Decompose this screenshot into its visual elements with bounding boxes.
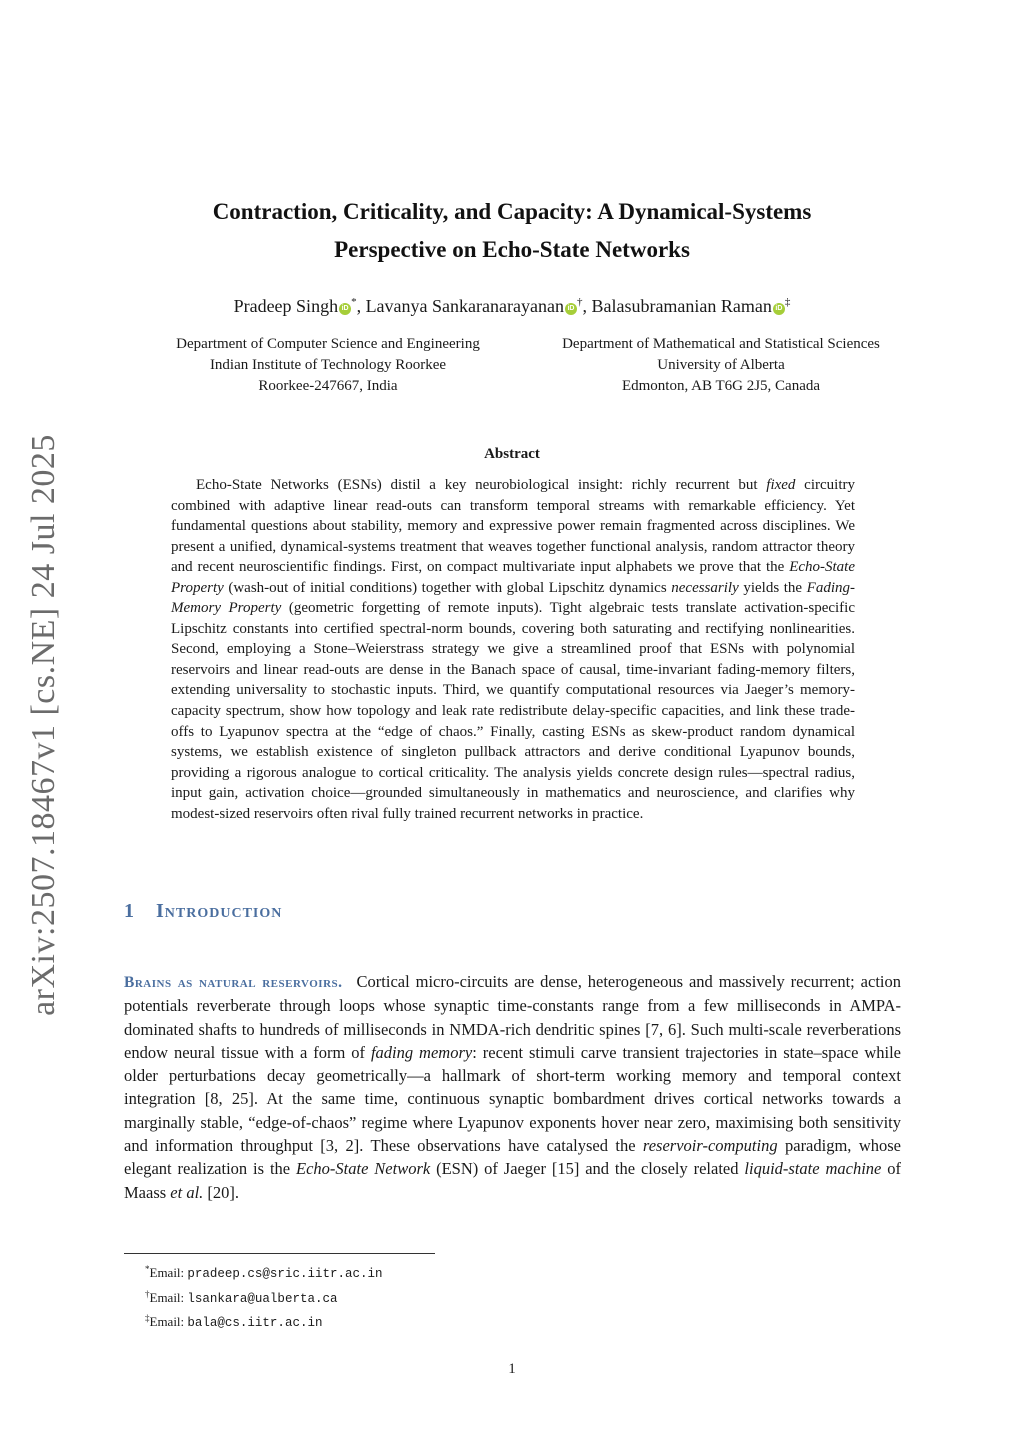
author-mark: † <box>576 296 583 308</box>
affiliation-institution: University of Alberta <box>657 357 785 373</box>
abstract-text: (wash-out of initial conditions) together with global Lipschitz dynamics <box>223 579 672 596</box>
intro-emphasis: Echo-State Network <box>296 1159 431 1179</box>
orcid-icon[interactable]: iD <box>773 303 785 315</box>
abstract-emphasis: necessarily <box>671 579 739 596</box>
arxiv-id: arXiv:2507.18467v1 [cs.NE] 24 Jul 2025 <box>25 434 63 1016</box>
abstract-emphasis: Fading-Memory Property <box>171 579 855 617</box>
intro-emphasis: liquid-state machine <box>744 1159 882 1179</box>
intro-text: of Maass <box>124 1159 901 1202</box>
abstract-paragraph <box>171 475 855 824</box>
abstract-emphasis: Echo-State Property <box>171 559 855 596</box>
orcid-icon[interactable]: iD <box>339 303 351 315</box>
intro-text: paradigm, whose elegant realization is the <box>124 1136 901 1179</box>
author-name: Balasubramanian Raman <box>591 296 772 316</box>
abstract-body <box>171 475 855 824</box>
orcid-icon[interactable]: iD <box>565 303 577 315</box>
runin-heading: Brains as natural reservoirs. <box>124 974 343 991</box>
abstract-text: Echo-State Networks (ESNs) distil a key neurobiological insight: richly recurrent but <box>196 477 767 493</box>
footnote-mark: † <box>145 1288 150 1299</box>
affiliation-left <box>140 334 516 397</box>
footnote-label: Email: <box>149 1265 188 1280</box>
footnote-mark: * <box>145 1264 150 1274</box>
intro-emphasis: fading memory <box>370 1042 473 1062</box>
footnote <box>145 1260 382 1285</box>
intro-text: (ESN) of Jaeger [15] and the closely related <box>430 1159 745 1179</box>
abstract-heading: Abstract <box>484 446 540 462</box>
intro-text: : recent stimuli carve transient trajectories in state–space while older perturbations decay geometrically—a hallmark of short-term working memory and temporal context integration [8, 25]. At the same time, continuous synaptic bombardment drives cortical networks towards a marginally stable, “edge-of-chaos” regime where Lyapunov exponents hover near zero, maximising both sensitivity and information throughput [3, 2]. These observations have catalysed the <box>124 1042 901 1156</box>
abstract-text: (geometric forgetting of remote inputs). Tight algebraic tests translate activation-specific Lipschitz constants into certified spectral-norm bounds, covering both saturating and rectifying nonlinearities. Second, employing a Stone–Weierstrass strategy we give a streamlined proof that ESNs with polynomial reservoirs and linear read-outs are dense in the Banach space of causal, time-invariant fading-memory filters, extending universality to stochastic inputs. Third, we quantify computational resources via Jaeger’s memory-capacity spectrum, show how topology and leak rate redistribute delay-specific capacities, and link these trade-offs to Lyapunov spectra at the “edge of chaos.” Finally, casting ESNs as skew-product random dynamical systems, we establish existence of singleton pullback attractors and derive conditional Lyapunov bounds, providing a rigorous analogue to cortical criticality. The analysis yields concrete design rules—spectral radius, input gain, activation choice—grounded simultaneously in mathematics and neuroscience, and clarifies why modest-sized reservoirs often rival fully trained recurrent networks in practice. <box>171 600 855 822</box>
affiliation-institution: Indian Institute of Technology Roorkee <box>209 357 447 373</box>
author-mark: * <box>351 296 357 308</box>
footnote-divider <box>124 1253 435 1254</box>
abstract-emphasis: fixed <box>766 477 796 493</box>
email-link[interactable]: bala@cs.iitr.ac.in <box>187 1316 323 1330</box>
intro-text: [20]. <box>203 1182 240 1202</box>
title-line-1: Contraction, Criticality, and Capacity: A Dynamical-Systems <box>212 199 812 224</box>
affiliation-dept: Department of Computer Science and Engineering <box>176 336 480 352</box>
arxiv-stamp <box>14 430 74 1020</box>
author-separator: , <box>356 296 366 316</box>
author-name: Lavanya Sankaranarayanan <box>365 296 564 316</box>
email-link[interactable]: pradeep.cs@sric.iitr.ac.in <box>187 1267 383 1281</box>
intro-text: Cortical micro-circuits are dense, heterogeneous and massively recurrent; action potentials reverberate through loops whose synaptic time-constants range from a few milliseconds in AMPA-dominated shafts to hundreds of milliseconds in NMDA-rich dendritic spines [7, 6]. Such multi-scale reverberations endow neural tissue with a form of <box>124 972 901 1062</box>
footnote-label: Email: <box>149 1289 188 1305</box>
footnote-mark: ‡ <box>145 1313 150 1323</box>
affiliation-address: Roorkee-247667, India <box>258 378 398 394</box>
affiliation-dept: Department of Mathematical and Statistical Sciences <box>562 336 880 352</box>
author-list <box>124 296 900 317</box>
author-separator: , <box>582 296 592 316</box>
page-number: 1 <box>508 1361 516 1377</box>
abstract-text: yields the <box>738 579 807 596</box>
affiliation-right <box>526 334 916 397</box>
footnotes <box>145 1260 382 1334</box>
paper-title <box>124 193 900 269</box>
footnote-label: Email: <box>149 1314 188 1329</box>
title-line-2: Perspective on Echo-State Networks <box>334 237 690 262</box>
section-title: Introduction <box>156 900 283 922</box>
intro-emphasis: reservoir-computing <box>642 1136 778 1156</box>
author-mark: ‡ <box>784 296 791 308</box>
author-name: Pradeep Singh <box>233 296 339 316</box>
affiliation-address: Edmonton, AB T6G 2J5, Canada <box>621 378 821 394</box>
abstract-text: circuitry combined with adaptive linear read-outs can transform temporal streams with remarkable efficiency. Yet fundamental questions about stability, memory and expressive power remain fragmented across disciplines. We present a unified, dynamical-systems treatment that weaves together functional analysis, random attractor theory and recent neuroscientific findings. First, on compact multivariate input alphabets we prove that the <box>171 477 855 576</box>
footnote <box>145 1309 382 1334</box>
intro-paragraph <box>124 970 901 1204</box>
email-link[interactable]: lsankara@ualberta.ca <box>187 1291 338 1306</box>
section-heading <box>124 900 282 923</box>
intro-emphasis: et al. <box>170 1182 204 1202</box>
section-number: 1 <box>124 900 134 922</box>
footnote <box>145 1285 382 1310</box>
